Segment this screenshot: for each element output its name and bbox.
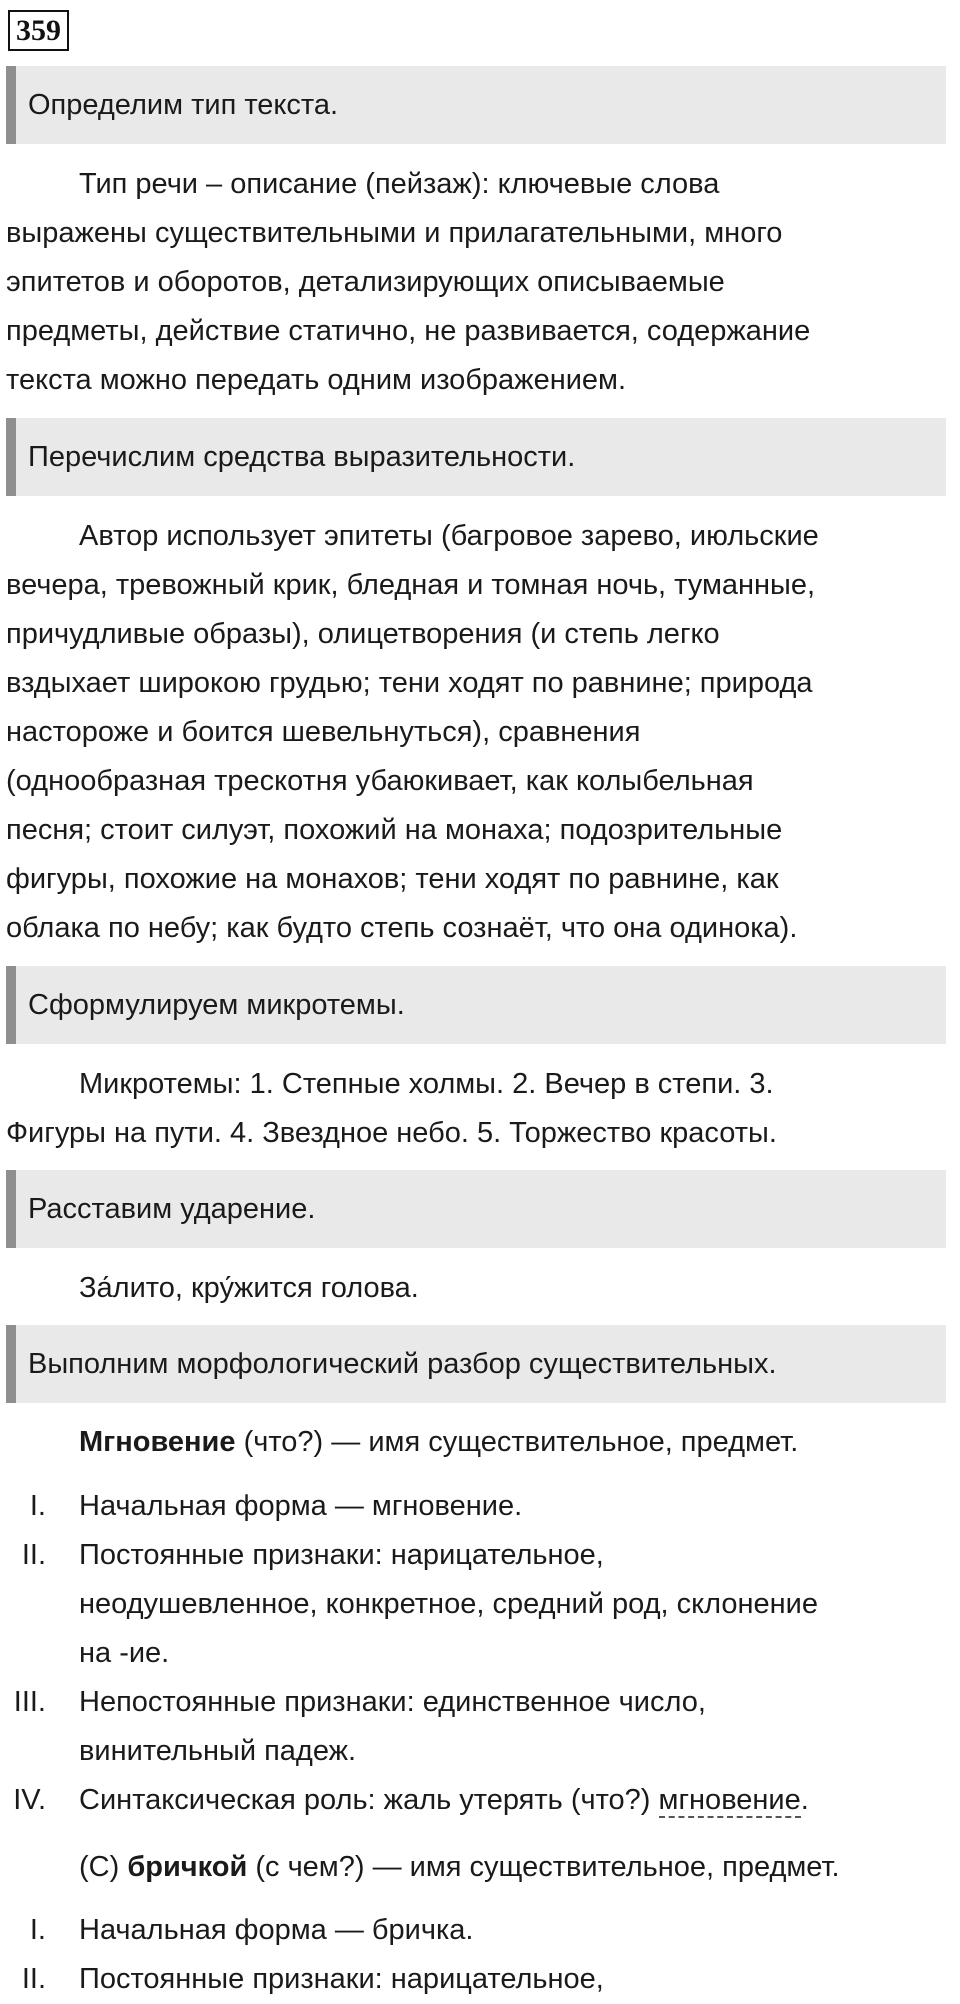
text-line: Фигуры на пути. 4. Звездное небо. 5. Торжество красоты. xyxy=(6,1117,777,1149)
text-line: Постоянные признаки: нарицательное, xyxy=(79,1539,604,1571)
heading-text: Сформулируем микротемы. xyxy=(28,988,405,1021)
text-line: За́лито, кру́жится голова. xyxy=(79,1272,419,1304)
heading-text: Расставим ударение. xyxy=(28,1192,316,1225)
section-heading xyxy=(6,966,946,1044)
analysis-list-mgnovenie xyxy=(6,1482,951,1825)
text-line: причудливые образы), олицетворения (и степь легко xyxy=(6,618,720,650)
list-number: IV. xyxy=(13,1784,46,1816)
list-number: II. xyxy=(21,1963,46,1995)
text-line: Автор использует эпитеты (багровое зарево, июльские xyxy=(79,520,819,552)
analyzed-word: Мгновение xyxy=(79,1426,236,1458)
list-item xyxy=(6,1776,951,1825)
analyzed-word: бричкой xyxy=(127,1851,248,1883)
list-number: III. xyxy=(13,1686,46,1718)
text-line: Непостоянные признаки: единственное число, xyxy=(79,1686,706,1718)
text-line xyxy=(6,1418,951,1467)
text-line: Начальная форма — бричка. xyxy=(79,1914,474,1946)
paragraph-stress xyxy=(6,1264,951,1313)
list-item xyxy=(6,1906,951,1955)
analysis-description: (с чем?) — имя существительное, предмет. xyxy=(247,1851,840,1883)
list-number: I. xyxy=(29,1914,46,1946)
paragraph-expressive-means xyxy=(6,512,951,953)
text-line: выражены существительными и прилагательными, много xyxy=(6,217,783,249)
text-fragment: (С) xyxy=(79,1851,128,1883)
text-line: Микротемы: 1. Степные холмы. 2. Вечер в степи. 3. xyxy=(79,1068,774,1100)
text-line: (однообразная трескотня убаюкивает, как колыбельная xyxy=(6,765,754,797)
text-line xyxy=(6,1776,951,1825)
underlined-word: мгновение xyxy=(658,1784,801,1816)
text-line: предметы, действие статично, не развивается, содержание xyxy=(6,315,811,347)
list-item xyxy=(6,1955,951,2004)
text-line xyxy=(6,1843,951,1892)
text-line: винительный падеж. xyxy=(79,1735,357,1767)
list-item xyxy=(6,1531,951,1678)
text-line: фигуры, похожие на монахов; тени ходят по равнине, как xyxy=(6,863,779,895)
analysis-description: (что?) — имя существительное, предмет. xyxy=(235,1426,799,1458)
text-line: неодушевленное, конкретное, средний род, склонение xyxy=(79,1588,818,1620)
text-line: на -ие. xyxy=(79,1637,170,1669)
text-line: Тип речи – описание (пейзаж): ключевые слова xyxy=(79,168,720,200)
heading-text: Выполним морфологический разбор существительных. xyxy=(28,1347,777,1380)
text-line: Начальная форма — мгновение. xyxy=(79,1490,523,1522)
analysis-title-mgnovenie xyxy=(6,1418,951,1467)
heading-text: Определим тип текста. xyxy=(28,88,339,121)
section-heading xyxy=(6,1170,946,1248)
text-line: настороже и боится шевельнуться), сравнения xyxy=(6,716,641,748)
text-fragment: . xyxy=(800,1784,809,1816)
text-line: песня; стоит силуэт, похожий на монаха; подозрительные xyxy=(6,814,783,846)
text-line: вздыхает широкою грудью; тени ходят по равнине; природа xyxy=(6,667,813,699)
list-item xyxy=(6,1482,951,1531)
task-number: 359 xyxy=(8,10,69,51)
text-line: текста можно передать одним изображением. xyxy=(6,364,627,396)
list-number: II. xyxy=(21,1539,46,1571)
text-line: Постоянные признаки: нарицательное, xyxy=(79,1963,604,1995)
heading-text: Перечислим средства выразительности. xyxy=(28,440,576,473)
paragraph-microthemes xyxy=(6,1060,951,1158)
text-line: облака по небу; как будто степь сознаёт, что она одинока). xyxy=(6,912,798,944)
list-item xyxy=(6,1678,951,1776)
paragraph-text-type xyxy=(6,160,951,405)
section-heading xyxy=(6,1325,946,1403)
list-number: I. xyxy=(29,1490,46,1522)
section-heading xyxy=(6,418,946,496)
text-line: эпитетов и оборотов, детализирующих описываемые xyxy=(6,266,725,298)
analysis-title-brichkoy xyxy=(6,1843,951,1892)
section-heading xyxy=(6,66,946,144)
text-fragment: Синтаксическая роль: жаль утерять (что?) xyxy=(79,1784,659,1816)
text-line: вечера, тревожный крик, бледная и томная ночь, туманные, xyxy=(6,569,816,601)
analysis-list-brichkoy xyxy=(6,1906,951,2004)
